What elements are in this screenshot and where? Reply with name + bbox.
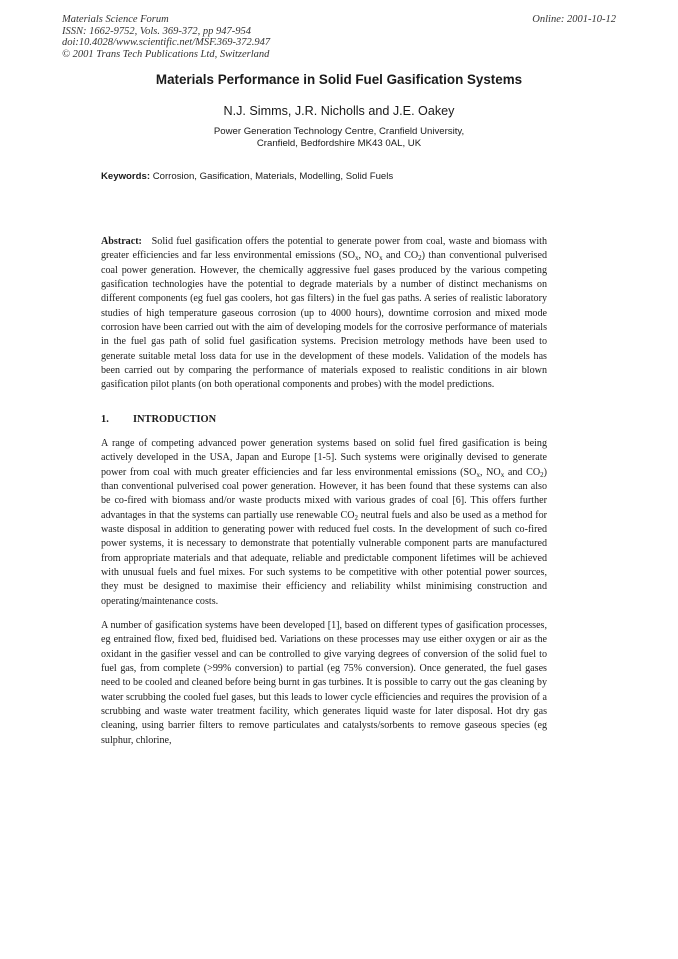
affiliation-line-2: Cranfield, Bedfordshire MK43 0AL, UK: [256, 138, 422, 149]
section-number: 1.: [101, 414, 109, 425]
paper-title: Materials Performance in Solid Fuel Gasification Systems: [155, 72, 523, 87]
section-heading-introduction: [101, 414, 216, 425]
publication-metadata: [62, 14, 270, 60]
keywords-label: Keywords:: [101, 171, 151, 182]
affiliation-line-1: Power Generation Technology Centre, Cranfield University,: [213, 126, 465, 137]
abstract-label: Abstract:: [101, 236, 142, 247]
section-title: INTRODUCTION: [133, 414, 217, 425]
introduction-paragraph-2: A number of gasification systems have been developed [1], based on different types of gasification processes, eg entrained flow, fixed bed, fluidised bed. Variations on these processes may use either oxygen or air as the oxidant in the gasifier vessel and can be controlled to give varying degrees of conversion of the solid fuel to fuel gas, from complete (>99% conversion) to partial (eg 75% conversion). Once generated, the fuel gases need to be cooled and cleaned before being burnt in gas turbines. It is possible to carry out the gas cleaning by water scrubbing the cooled fuel gases, but this leads to lower cycle efficiencies and requires the provision of a scrubbing and waste water treatment facility, which generates liquid waste for later disposal. Hot dry gas cleaning, using barrier filters to remove particulates and catalysts/sorbents to remove gaseous species (eg sulphur, chlorine,: [101, 620, 547, 746]
journal-name: Materials Science Forum: [62, 14, 169, 25]
author-list: N.J. Simms, J.R. Nicholls and J.E. Oakey: [223, 104, 455, 118]
abstract: [101, 235, 547, 393]
abstract-paragraph: Abstract: Solid fuel gasification offers the potential to generate power from coal, waste and biomass with greater efficiencies and far less environmental emissions ($SO_x$, $NO_x$ and $CO_2$) than conventional pulverised coal power generation. However, the chemically aggressive fuel gases produced by the various competing gasification technologies have the potential to degrade materials by a number of distinct mechanisms on different components (eg fuel gas coolers, hot gas filters) in the fuel gas paths. A series of realistic laboratory studies of high temperature gaseous corrosion (up to 4000 hours), downtime corrosion and mixed mode corrosion have been carried out with the aim of developing models for the corrosive performance of materials in the fuel gas path of solid fuel gasification systems. Precision metrology methods have been used to generate suitable metal loss data for use in the development of these models. Validation of the models has been carried out by comparing the performance of materials exposed to realistic conditions in air blown gasification pilot plants (on both operational components and probes) with the model predictions.: [101, 236, 547, 391]
copyright-line: © 2001 Trans Tech Publications Ltd, Switzerland: [62, 48, 270, 60]
affiliation: [0, 126, 678, 150]
keywords: [101, 171, 393, 182]
online-date: Online: 2001-10-12: [532, 14, 616, 25]
issn-line: ISSN: 1662-9752, Vols. 369-372, pp 947-954: [62, 25, 251, 37]
doi-line[interactable]: doi:10.4028/www.scientific.net/MSF.369-372.947: [62, 37, 271, 49]
keywords-text: Corrosion, Gasification, Materials, Modelling, Solid Fuels: [152, 171, 394, 182]
introduction-paragraph-1: A range of competing advanced power generation systems based on solid fuel fired gasification is being actively developed in the USA, Japan and Europe [1-5]. Such systems were originally devised to generate power from coal with much greater efficiencies and far less environmental emissions ($SO_x$, $NO_x$ and $CO_2$) than conventional pulverised coal power generation. However, it has been found that these systems can also be co-fired with biomass and/or waste products mixed with various grades of coal [6]. This offers further advantages in that the systems can partially use renewable $CO_2$ neutral fuels and also be used as a method for waste disposal in addition to generating power with reduced fuel costs. In the development of such co-fired power systems, it is necessary to demonstrate that potentially vulnerable component parts are manufactured from appropriate materials and that adequate, reliable and predictable component lifetimes will be achieved with unusual fuels and fuel mixes. For such systems to be competitive with other potential power sources, they must be designed to maximise their efficiency and reliability whilst minimising construction and operating/maintenance costs.: [101, 438, 547, 607]
